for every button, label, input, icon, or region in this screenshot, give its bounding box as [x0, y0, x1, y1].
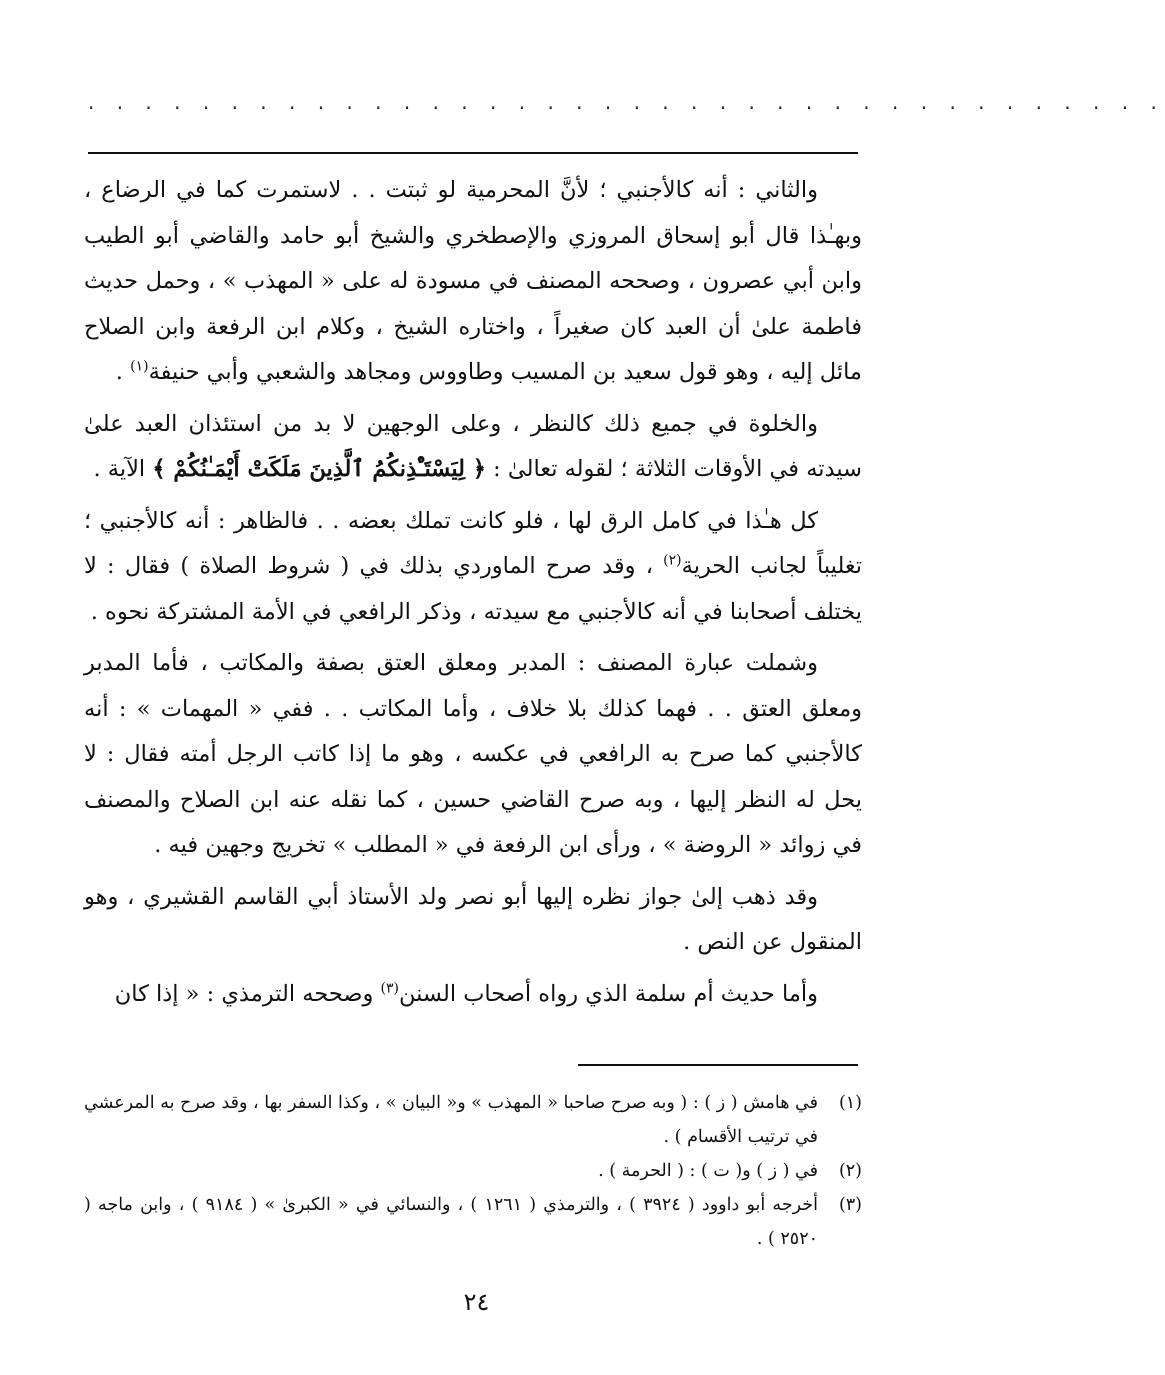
- paragraph-1-end: .: [115, 359, 131, 385]
- paragraph-1-text: والثاني : أنه كالأجنبي ؛ لأنَّ المحرمية لو ثبتت . . لاستمرت كما في الرضاع ، وبهـٰذا قال أبو إسحاق المروزي والإصطخري والشيخ أبو حامد والقاضي أبو الطيب وابن أبي عصرون ، وصححه المصنف في مسودة له على « المهذب » ، وحمل حديث فاطمة علىٰ أن العبد كان صغيراً ، واختاره الشيخ ، وكلام ابن الرفعة وابن الصلاح مائل إليه ، وهو قول سعيد بن المسيب وطاووس ومجاهد والشعبي وأبي حنيفة: [84, 177, 862, 385]
- paragraph-4: وشملت عبارة المصنف : المدبر ومعلق العتق بصفة والمكاتب ، فأما المدبر ومعلق العتق . . فهما كذلك بلا خلاف ، وأما المكاتب . . ففي « المهمات » : أنه كالأجنبي كما صرح به الرافعي في عكسه ، وهو ما إذا كاتب الرجل أمته فقال : لا يحل له النظر إليها ، وبه صرح القاضي حسين ، كما نقله عنه ابن الصلاح والمصنف في زوائد « الروضة » ، ورأى ابن الرفعة في « المطلب » تخريج وجهين فيه .: [84, 650, 862, 858]
- footnotes: [84, 1086, 862, 1256]
- footnote-rule: [578, 1064, 858, 1066]
- paragraph-3-text: كل هـٰذا في كامل الرق لها ، فلو كانت تملك بعضه . . فالظاهر : أنه كالأجنبي ؛ تغليباً لجانب الحرية: [84, 507, 863, 579]
- footnote-3: [84, 1188, 862, 1256]
- quran-verse: ﴿ لِيَسْتَـْٔذِنكُمُ ٱلَّذِينَ مَلَكَتْ أَيْمَـٰنُكُمْ ﴾: [152, 456, 486, 482]
- footnote-2: [84, 1154, 862, 1188]
- paragraph-3-end: ، وقد صرح الماوردي بذلك في ( شروط الصلاة ) فقال : لا يختلف أصحابنا في أنه كالأجنبي مع سيدته ، وذكر الرافعي في الأمة المشتركة نحوه .: [84, 553, 862, 625]
- footnote-3-number: (٣): [838, 1195, 862, 1215]
- main-text: [84, 168, 862, 1017]
- paragraph-3: [84, 499, 862, 636]
- paragraph-5: وقد ذهب إلىٰ جواز نظره إليها أبو نصر ولد الأستاذ أبي القاسم القشيري ، وهو المنقول عن النص .: [84, 883, 862, 955]
- paragraph-6: [84, 972, 862, 1018]
- footnote-2-number: (٢): [838, 1161, 862, 1181]
- footnote-1-text: في هامش ( ز ) : ( وبه صرح صاحبا « المهذب » و« البيان » ، وكذا السفر بها ، وقد صرح به المرعشي في ترتيب الأقسام ) .: [84, 1093, 818, 1147]
- footnote-ref-1[interactable]: (١): [130, 358, 149, 375]
- footnote-ref-2[interactable]: (٢): [663, 552, 682, 569]
- footnote-3-text: أخرجه أبو داوود ( ٣٩٢٤ ) ، والترمذي ( ١٢٦١ ) ، والنسائي في « الكبرىٰ » ( ٩١٨٤ ) ، وابن ماجه ( ٢٥٢٠ ) .: [84, 1195, 818, 1249]
- paragraph-2-end: الآية .: [93, 456, 153, 482]
- paragraph-6-text: وأما حديث أم سلمة الذي رواه أصحاب السنن: [398, 980, 818, 1007]
- footnote-ref-3[interactable]: (٣): [380, 980, 399, 996]
- footnote-2-text: في ( ز ) و( ت ) : ( الحرمة ) .: [598, 1161, 818, 1181]
- header-rule: [88, 152, 858, 154]
- paragraph-6-end: وصححه الترمذي : « إذا كان: [114, 980, 381, 1007]
- header-dotted-line: · · · · · · · · · · · · · · · · · · · · · · · · · · · · · · · · · · · · · ·: [88, 96, 1165, 120]
- page-number: ٢٤: [463, 1288, 490, 1316]
- paragraph-2-text: والخلوة في جميع ذلك كالنظر ، وعلى الوجهين لا بد من استئذان العبد علىٰ سيدته في الأوقات الثلاثة ؛ لقوله تعالىٰ :: [84, 410, 862, 482]
- paragraph-1: [84, 168, 862, 396]
- paragraph-2: [84, 402, 862, 493]
- footnote-1-number: (١): [838, 1093, 862, 1113]
- footnote-1: [84, 1086, 862, 1154]
